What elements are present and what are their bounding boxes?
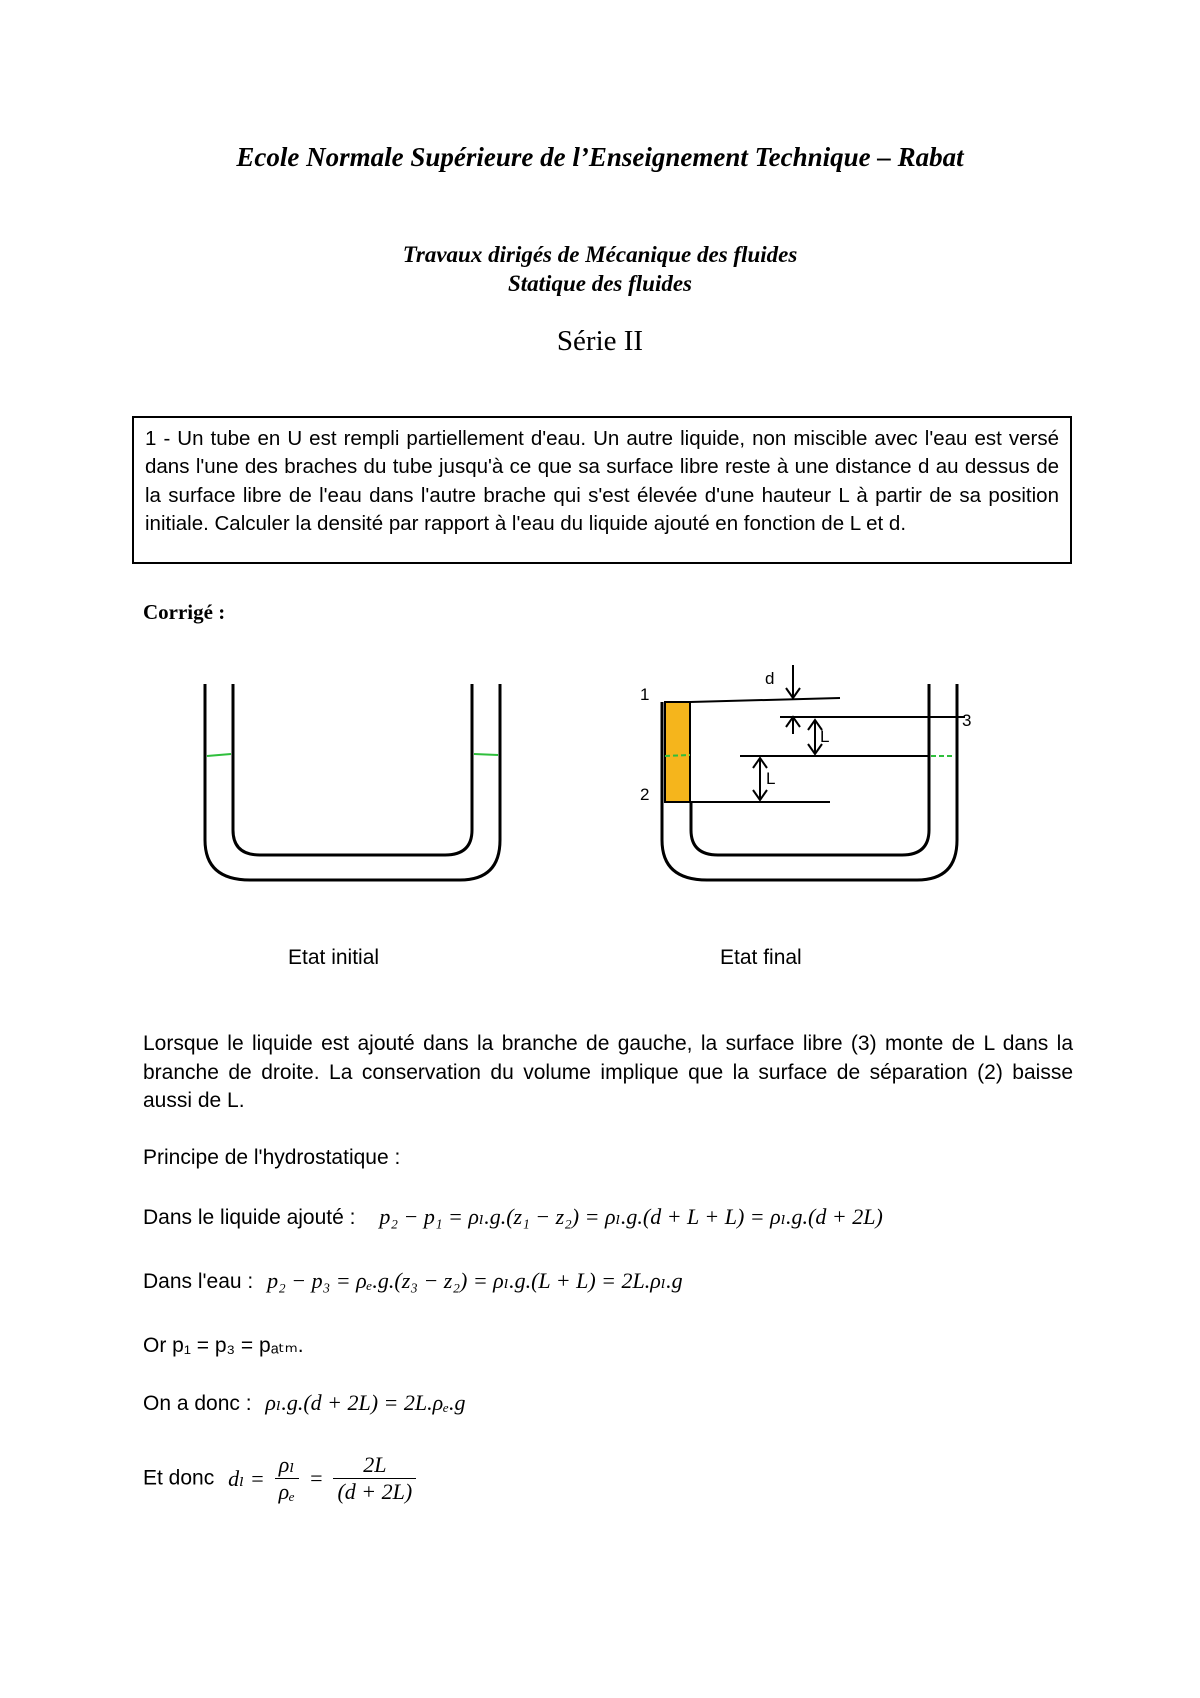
final-tube-outer — [662, 684, 957, 880]
label-d: d — [765, 669, 775, 688]
initial-water-left — [207, 754, 231, 756]
serie-title: Série II — [556, 325, 644, 357]
fraction-result-den: (d + 2L) — [337, 1479, 413, 1504]
label-L-upper: L — [820, 727, 830, 746]
equation-liquid-formula: p₂ − p₁ = ρₗ.g.(z₁ − z₂) = ρₗ.g.(d + L + L) = ρₗ.g.(d + 2L) — [379, 1204, 883, 1229]
caption-initial: Etat initial — [288, 946, 380, 969]
equation-or: Or p₁ = p₃ = pₐₜₘ. — [143, 1334, 304, 1357]
exercise-box — [132, 416, 1072, 564]
initial-tube — [205, 684, 500, 880]
final-tube-inner — [691, 684, 929, 855]
equation-ona-label: On a donc : — [143, 1392, 252, 1415]
label-1: 1 — [640, 685, 650, 704]
school-title: Ecole Normale Supérieure de l’Enseignement Technique – Rabat — [236, 142, 964, 172]
td-heading — [0, 240, 1200, 298]
principle-heading: Principe de l'hydrostatique : — [143, 1146, 401, 1169]
equation-water — [143, 1268, 683, 1294]
equation-water-formula: p₂ − p₃ = ρₑ.g.(z₃ − z₂) = ρₗ.g.(L + L) = 2L.ρₗ.g — [267, 1268, 683, 1293]
equation-ona — [143, 1390, 465, 1416]
fraction-result — [333, 1452, 416, 1505]
corrige-label: Corrigé : — [143, 600, 226, 624]
equation-result-label: Et donc — [143, 1466, 215, 1490]
label-2: 2 — [640, 785, 650, 804]
u-tube-figure — [0, 660, 1200, 980]
equation-water-label: Dans l'eau : — [143, 1270, 254, 1293]
label-3: 3 — [962, 711, 972, 730]
equation-ona-formula: ρₗ.g.(d + 2L) = 2L.ρₑ.g — [265, 1390, 466, 1415]
explanation-paragraph: Lorsque le liquide est ajouté dans la branche de gauche, la surface libre (3) monte de L dans la branche de droite. La conservation du volume implique que la surface de séparation (2) baisse aussi de L. — [143, 1032, 1073, 1112]
td-subtitle: Statique des fluides — [507, 271, 692, 296]
equation-result — [143, 1452, 420, 1505]
final-tube — [662, 684, 957, 880]
fraction-result-num: 2L — [333, 1452, 416, 1479]
fraction-density-den: ρₑ — [278, 1479, 295, 1504]
level-1-line — [690, 698, 840, 702]
td-title: Travaux dirigés de Mécanique des fluides — [402, 242, 798, 267]
added-liquid-column — [665, 702, 690, 802]
fraction-density-num: ρₗ — [275, 1452, 299, 1479]
equation-liquid-label: Dans le liquide ajouté : — [143, 1206, 356, 1229]
equation-result-equals: = — [308, 1465, 324, 1491]
initial-tube-inner — [233, 684, 472, 855]
equation-result-lhs: dₗ = — [228, 1465, 265, 1491]
equation-liquid — [143, 1204, 883, 1230]
fraction-density — [275, 1452, 299, 1505]
caption-final: Etat final — [720, 946, 802, 969]
label-L-lower: L — [766, 769, 776, 788]
initial-water-right — [474, 754, 498, 755]
initial-tube-outer — [205, 684, 500, 880]
exercise-text: 1 - Un tube en U est rempli partiellement d'eau. Un autre liquide, non miscible avec l'eau est versé dans l'une des braches du tube jusqu'à ce que sa surface libre reste à une distance d au dessus de la surface libre de l'eau dans l'autre brache qui s'est élevée d'une hauteur L à partir de sa position initiale. Calculer la densité par rapport à l'eau du liquide ajouté en fonction de L et d. — [145, 427, 1059, 536]
L-arrow-lower — [753, 758, 767, 800]
